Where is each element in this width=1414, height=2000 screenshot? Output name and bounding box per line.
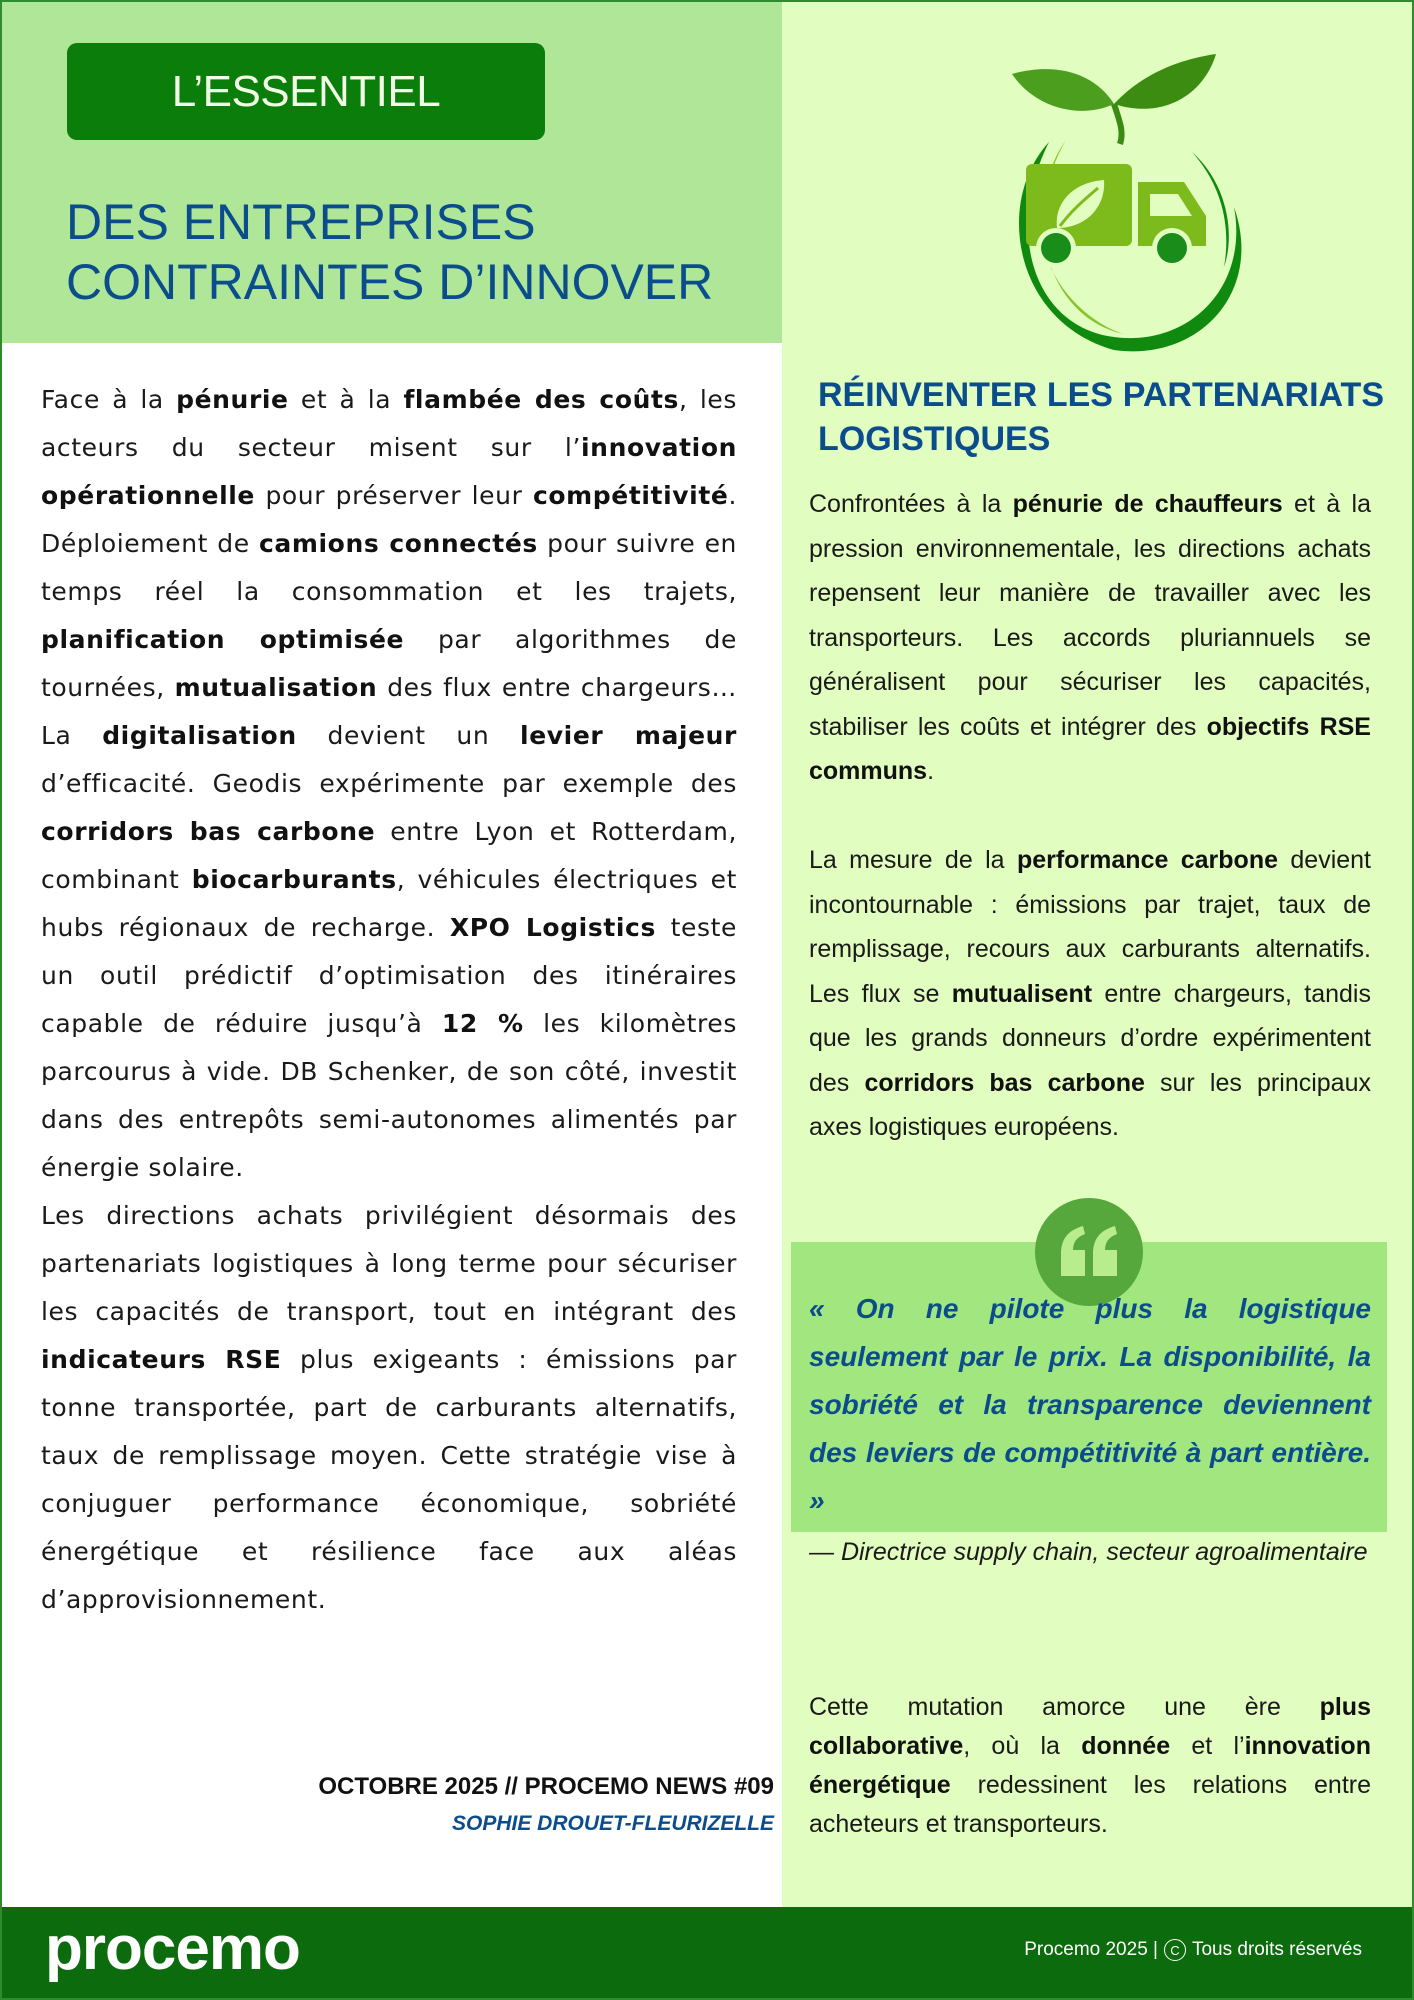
bold-phrase: indicateurs RSE <box>41 1345 282 1374</box>
heading-word-1: RÉINVENTER <box>818 376 1038 414</box>
bold-phrase: planification optimisée <box>41 625 405 654</box>
copyright-notice <box>1024 1939 1362 1961</box>
essentiel-badge <box>67 43 545 140</box>
bold-phrase: performance carbone <box>1016 846 1279 874</box>
copyright-suffix: Tous droits réservés <box>1191 1939 1362 1960</box>
byline <box>318 1768 774 1842</box>
right-paragraph-3-text: Cette mutation amorce une ère plus collaborative, où la donnée et l’innovation énergétique redessinent les relations entre acheteurs et transporteurs. <box>809 1693 1371 1838</box>
bold-phrase: pénurie de chauffeurs <box>1012 490 1283 518</box>
bold-phrase: plus collaborative <box>809 1693 1371 1760</box>
bold-phrase: XPO Logistics <box>449 913 656 942</box>
right-paragraph-3 <box>809 1688 1371 1844</box>
bold-phrase: pénurie <box>176 385 289 414</box>
right-column <box>782 0 1414 1907</box>
bold-phrase: mutualisent <box>951 979 1093 1008</box>
bold-phrase: corridors bas carbone <box>864 1068 1145 1097</box>
badge-label: L’ESSENTIEL <box>171 66 441 116</box>
left-article <box>41 376 737 1624</box>
bold-phrase: corridors bas carbone <box>41 817 376 846</box>
heading-line-2: LOGISTIQUES <box>818 420 1051 458</box>
bold-phrase: innovation énergétique <box>809 1732 1371 1799</box>
quote-text: « On ne pilote plus la logistique seulement par le prix. La disponibilité, la sobriété et la transparence deviennent des leviers de compétitivité à part entière. » <box>809 1293 1371 1516</box>
title-line-1: DES ENTREPRISES <box>66 194 536 250</box>
bold-phrase: camions connectés <box>258 529 538 558</box>
bold-phrase: flambée des coûts <box>403 385 680 414</box>
left-paragraph-1: Face à la pénurie et à la flambée des coûts, les acteurs du secteur misent sur l’innovation opérationnelle pour préserver leur compétitivité. Déploiement de camions connectés pour suivre en temps réel la consommation et les trajets, planification optimisée par algorithmes de tournées, mutualisation des flux entre chargeurs… La digitalisation devient un levier majeur d’efficacité. Geodis expérimente par exemple des corridors bas carbone entre Lyon et Rotterdam, combinant biocarburants, véhicules électriques et hubs régionaux de recharge. XPO Logistics teste un outil prédictif d’optimisation des itinéraires capable de réduire jusqu’à 12 % les kilomètres parcourus à vide. DB Schenker, de son côté, investit dans des entrepôts semi-autonomes alimentés par énergie solaire. <box>41 385 738 1182</box>
bold-phrase: compétitivité <box>532 481 729 510</box>
left-paragraph-2: Les directions achats privilégient désormais des partenariats logistiques à long terme pour sécuriser les capacités de transport, tout en intégrant des indicateurs RSE plus exigeants : émissions par tonne transportée, part de carburants alternatifs, taux de remplissage moyen. Cette stratégie vise à conjuguer performance économique, sobriété énergétique et résilience face aux aléas d’approvisionnement. <box>41 1201 737 1614</box>
quote-attribution: — Directrice supply chain, secteur agroalimentaire <box>809 1538 1368 1566</box>
right-paragraph-1 <box>809 482 1371 794</box>
bold-phrase: 12 % <box>441 1009 524 1038</box>
right-section-heading <box>818 373 1384 461</box>
eco-truck-leaf-icon <box>974 32 1254 362</box>
copyright-icon: C <box>1164 1939 1186 1961</box>
bold-phrase: innovation opérationnelle <box>41 433 737 510</box>
author-name: SOPHIE DROUET-FLEURIZELLE <box>451 1812 774 1835</box>
procemo-logo: procemo <box>45 1914 300 1983</box>
bold-phrase: biocarburants <box>191 865 397 894</box>
bold-phrase: digitalisation <box>102 721 297 750</box>
heading-word-2: LES <box>1046 376 1113 414</box>
bold-phrase: mutualisation <box>174 673 378 702</box>
page-title <box>66 192 766 312</box>
right-paragraph-1-text: Confrontées à la pénurie de chauffeurs et à la pression environnementale, les directions achats repensent leur manière de travailler avec les transporteurs. Les accords pluriannuels se généralisent pour sécuriser les capacités, stabiliser les coûts et intégrer des objectifs RSE communs. <box>809 490 1371 785</box>
right-paragraph-2 <box>809 838 1371 1150</box>
bold-phrase: levier majeur <box>520 721 737 750</box>
footer <box>0 1907 1414 2000</box>
copyright-prefix: Procemo 2025 | <box>1024 1939 1158 1960</box>
heading-line-1 <box>818 373 1384 417</box>
heading-word-3: PARTENARIATS <box>1122 376 1384 414</box>
bold-phrase: donnée <box>1081 1732 1171 1760</box>
header-banner <box>0 0 782 343</box>
right-paragraph-2-text: La mesure de la performance carbone devient incontournable : émissions par trajet, taux de remplissage, recours aux carburants alternatifs. Les flux se mutualisent entre chargeurs, tandis que les grands donneurs d’ordre expérimentent des corridors bas carbone sur les principaux axes logistiques européens. <box>809 846 1372 1141</box>
title-line-2: CONTRAINTES D’INNOVER <box>66 254 714 310</box>
issue-label: OCTOBRE 2025 // PROCEMO NEWS #09 <box>318 1773 774 1800</box>
bold-phrase: objectifs RSE communs <box>809 712 1371 785</box>
